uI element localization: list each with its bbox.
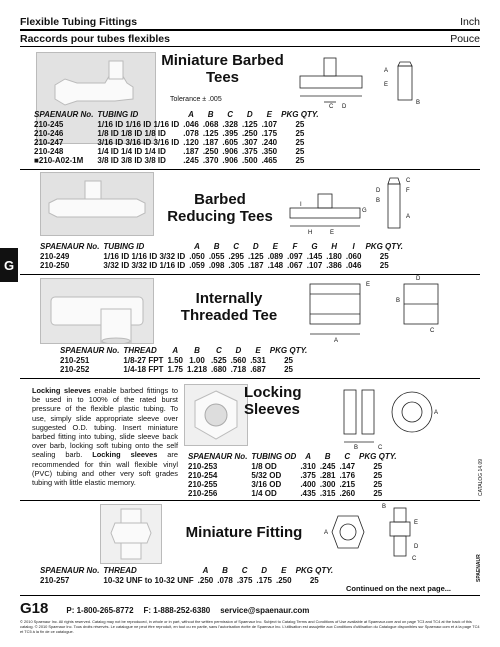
header-rule-2 — [20, 46, 480, 47]
tees-cell: .046 — [183, 120, 199, 129]
reducing-cell: .107 — [306, 261, 323, 270]
reducing-col-header: I — [352, 242, 355, 251]
tees-col-header: B — [207, 110, 214, 119]
fitting-col-header: PKG QTY. — [295, 566, 334, 575]
reducing-cell: .089 — [267, 252, 284, 261]
tees-diagram — [296, 52, 442, 110]
tees-row — [34, 129, 323, 138]
reducing-row — [40, 261, 407, 270]
tees-tolerance: Tolerance ± .005 — [170, 96, 222, 103]
tees-cell: .375 — [241, 147, 258, 156]
tees-cell: 210-245 — [34, 120, 64, 129]
reducing-cell: .187 — [247, 261, 264, 270]
threaded-cell: 210-252 — [60, 365, 90, 374]
sleeves-cell: 25 — [373, 471, 383, 480]
sleeves-cell: .281 — [319, 471, 336, 480]
tees-cell: 25 — [295, 129, 305, 138]
threaded-tee-photo — [40, 278, 154, 344]
sleeves-cell: .147 — [339, 462, 356, 471]
svg-text:A: A — [334, 338, 339, 344]
tees-cell: .250 — [241, 129, 258, 138]
sleeves-cell: 210-256 — [188, 489, 218, 498]
tees-cell: 25 — [295, 147, 305, 156]
svg-text:E: E — [330, 230, 335, 236]
continued-note: Continued on the next page... — [346, 584, 451, 593]
tees-table — [34, 110, 323, 165]
sleeves-cell: .375 — [300, 471, 316, 480]
tees-row — [34, 120, 323, 129]
svg-text:A: A — [406, 214, 411, 220]
svg-text:D: D — [376, 188, 381, 194]
threaded-cell: .718 — [230, 365, 247, 374]
reducing-cell: 25 — [379, 261, 389, 270]
svg-text:C: C — [430, 328, 435, 334]
side-brand: SPAENAUR — [476, 554, 482, 582]
tees-label-a: A — [384, 68, 389, 74]
sleeves-cell: 25 — [373, 462, 383, 471]
threaded-cell: 1.00 — [189, 356, 205, 365]
threaded-col-header: E — [255, 346, 261, 355]
tees-cell: 25 — [295, 138, 305, 147]
reducing-col-header: F — [292, 242, 298, 251]
footer-row — [20, 600, 480, 617]
header-rule — [20, 29, 480, 31]
svg-text:B: B — [382, 504, 387, 510]
tees-cell: .175 — [261, 129, 278, 138]
tees-cell: .107 — [261, 120, 278, 129]
fitting-table — [40, 566, 337, 585]
sleeves-cell: .315 — [319, 489, 336, 498]
tees-cell: .500 — [241, 156, 258, 165]
sleeves-col-header: PKG QTY. — [359, 452, 397, 461]
svg-text:D: D — [416, 276, 421, 282]
reducing-title: Barbed Reducing Tees — [167, 191, 273, 225]
svg-text:A: A — [434, 410, 439, 416]
section-tab[interactable]: G — [0, 248, 18, 282]
sleeves-cell: .310 — [300, 462, 316, 471]
sleeves-cell: 25 — [373, 480, 383, 489]
header-title-en: Flexible Tubing Fittings — [20, 16, 138, 28]
sleeves-col-header: TUBING OD — [251, 452, 297, 461]
header-row-en — [20, 16, 480, 28]
fitting-col-header: SPAENAUR No. — [40, 566, 100, 575]
sleeves-row — [188, 480, 401, 489]
svg-text:G: G — [362, 208, 367, 214]
tees-cell: .078 — [183, 129, 199, 138]
threaded-cell: 25 — [284, 365, 293, 374]
tees-col-header: PKG QTY. — [281, 110, 319, 119]
tees-col-header: TUBING ID — [97, 110, 139, 119]
reducing-row — [40, 252, 407, 261]
tees-cell: 1/8 ID 1/8 ID 1/8 ID — [97, 129, 166, 138]
fitting-cell: .078 — [217, 576, 233, 585]
reducing-col-header: E — [272, 242, 279, 251]
fitting-title: Miniature Fitting — [185, 524, 303, 541]
svg-text:B: B — [354, 445, 359, 450]
sleeves-cell: 1/8 OD — [251, 462, 277, 471]
page-number: G18 — [20, 600, 49, 617]
threaded-cell: 1.50 — [167, 356, 184, 365]
svg-text:C: C — [406, 178, 411, 184]
sleeves-table — [188, 452, 401, 498]
threaded-cell: 210-251 — [60, 356, 90, 365]
sleeves-row — [188, 489, 401, 498]
reducing-cell: .067 — [287, 261, 303, 270]
sleeves-cell: 3/16 OD — [251, 480, 282, 489]
fitting-col-header: E — [281, 566, 287, 575]
sleeves-cell: .260 — [339, 489, 356, 498]
svg-text:B: B — [396, 298, 401, 304]
reducing-cell: .046 — [345, 261, 362, 270]
tees-col-header: C — [227, 110, 234, 119]
reducing-cell: .125 — [247, 252, 264, 261]
tees-cell: .250 — [202, 147, 219, 156]
sleeves-cell: .300 — [319, 480, 336, 489]
header-unit-fr: Pouce — [450, 33, 480, 45]
footer-email[interactable]: service@spaenaur.com — [220, 606, 310, 615]
svg-text:H: H — [308, 230, 313, 236]
reducing-col-header: PKG QTY. — [365, 242, 403, 251]
footer-fine-print: © 2010 Spaenaur Inc. All rights reserved. Catalog may not be reproduced, in whole or in part, without the written permission of Spaenaur Inc. Subject to Catalog Terms and Conditions of Use available at Spaenaur.com and on page TC3 and TC4 at the back of this catalog. © 2010 Spaenaur Inc. Tous droits réservés. Le catalogue ne peut être reproduit, en tout ou en partie, sans l'autorisation écrite de Spaenaur Inc. L'utilisation est assujettie aux Conditions d'utilisation du Catalogue disponibles sur Spaenaur.com et à la page TC4 et TC5 à la fin de ce catalogue. — [20, 619, 480, 634]
threaded-col-header: D — [235, 346, 242, 355]
tees-cell: .125 — [202, 129, 219, 138]
footer-fax: F: 1-888-252-6380 — [143, 606, 211, 615]
sleeves-col-header: C — [344, 452, 351, 461]
reducing-col-header: SPAENAUR No. — [40, 242, 100, 251]
tees-cell: .125 — [241, 120, 258, 129]
threaded-cell: 1.75 — [167, 365, 184, 374]
tees-row — [34, 147, 323, 156]
threaded-col-header: A — [172, 346, 179, 355]
sleeves-cell: 25 — [373, 489, 383, 498]
tees-cell: 1/4 ID 1/4 ID 1/4 ID — [97, 147, 166, 156]
reducing-cell: .305 — [228, 261, 244, 270]
tees-cell: ■210-A02-1M — [34, 156, 84, 165]
reducing-cell: .097 — [287, 252, 303, 261]
sleeves-cell: 210-254 — [188, 471, 218, 480]
sleeves-title: Locking Sleeves — [244, 384, 302, 418]
tees-cell: .350 — [261, 147, 278, 156]
tees-cell: .906 — [222, 147, 238, 156]
fitting-cell: .175 — [256, 576, 272, 585]
tees-row — [34, 138, 323, 147]
reducing-cell: .098 — [208, 261, 225, 270]
threaded-diagram — [304, 274, 446, 344]
header-title-fr: Raccords pour tubes flexibles — [20, 33, 170, 45]
fitting-photo — [100, 504, 162, 564]
divider-1 — [20, 169, 480, 170]
tees-row — [34, 156, 323, 165]
threaded-cell: 1/4-18 FPT — [123, 365, 164, 374]
threaded-title: Internally Threaded Tee — [180, 290, 278, 324]
tees-cell: 25 — [295, 120, 305, 129]
tees-label-e: E — [384, 82, 389, 88]
divider-3 — [20, 378, 480, 379]
threaded-cell: .687 — [250, 365, 266, 374]
reducing-col-header: D — [252, 242, 259, 251]
reducing-cell: .180 — [326, 252, 342, 261]
reducing-cell: .060 — [345, 252, 362, 261]
tees-cell: .120 — [183, 138, 199, 147]
tees-col-header: SPAENAUR No. — [34, 110, 94, 119]
sleeves-cell: .176 — [339, 471, 356, 480]
reducing-cell: 1/16 ID 1/16 ID 3/32 ID — [103, 252, 186, 261]
fitting-col-header: THREAD — [103, 566, 137, 575]
threaded-cell: 1.218 — [187, 365, 208, 374]
reducing-cell: .386 — [326, 261, 342, 270]
sleeves-col-header: B — [324, 452, 331, 461]
reducing-cell: .295 — [228, 252, 244, 261]
tees-cell: 25 — [295, 156, 305, 165]
header-unit-en: Inch — [460, 16, 480, 28]
threaded-cell: .680 — [211, 365, 227, 374]
tees-cell: 3/8 ID 3/8 ID 3/8 ID — [97, 156, 166, 165]
tees-cell: .187 — [202, 138, 219, 147]
fitting-cell: 10-32 UNF to 10-32 UNF — [103, 576, 194, 585]
sleeves-cell: .215 — [339, 480, 356, 489]
fitting-cell: .250 — [275, 576, 292, 585]
sleeves-cell: .435 — [300, 489, 316, 498]
threaded-cell: 25 — [284, 356, 293, 365]
tees-cell: .307 — [241, 138, 258, 147]
sleeves-row — [188, 462, 401, 471]
threaded-col-header: C — [215, 346, 222, 355]
reducing-col-header: A — [194, 242, 200, 251]
reducing-col-header: B — [213, 242, 220, 251]
tees-cell: .240 — [261, 138, 278, 147]
reducing-cell: 3/32 ID 3/32 ID 1/16 ID — [103, 261, 186, 270]
tees-cell: .370 — [202, 156, 219, 165]
sleeves-col-header: SPAENAUR No. — [188, 452, 248, 461]
threaded-col-header: PKG QTY. — [269, 346, 308, 355]
sleeves-cell: 210-253 — [188, 462, 218, 471]
reducing-cell: .050 — [189, 252, 205, 261]
svg-text:E: E — [414, 520, 419, 526]
sleeves-cell: .245 — [319, 462, 336, 471]
sleeves-cell: 5/32 OD — [251, 471, 282, 480]
tees-cell: 210-246 — [34, 129, 64, 138]
sleeve-photo — [184, 384, 248, 446]
svg-text:B: B — [376, 198, 381, 204]
reducing-col-header: TUBING ID — [103, 242, 145, 251]
reducing-col-header: C — [233, 242, 240, 251]
fitting-row — [40, 576, 337, 585]
tees-cell: .395 — [222, 129, 238, 138]
fitting-col-header: B — [222, 566, 228, 575]
reducing-tee-photo — [40, 172, 154, 236]
svg-text:C: C — [378, 445, 383, 450]
tees-cell: 210-248 — [34, 147, 64, 156]
reducing-cell: .145 — [306, 252, 323, 261]
tees-cell: .245 — [183, 156, 199, 165]
reducing-diagram — [284, 172, 444, 240]
fitting-col-header: C — [241, 566, 248, 575]
tees-cell: 1/16 ID 1/16 ID 1/16 ID — [97, 120, 180, 129]
fitting-cell: .375 — [236, 576, 253, 585]
footer-rule — [20, 595, 480, 596]
threaded-row — [60, 356, 311, 365]
fitting-cell: .250 — [197, 576, 214, 585]
tees-label-d: D — [342, 104, 347, 110]
reducing-cell: .148 — [267, 261, 284, 270]
sleeves-diagram — [340, 384, 440, 450]
reducing-col-header: H — [331, 242, 337, 251]
fitting-diagram — [318, 500, 424, 566]
svg-text:A: A — [324, 530, 329, 536]
tees-cell: .068 — [202, 120, 219, 129]
side-catalog: CATALOG 14.09 — [478, 458, 484, 496]
tees-label-b: B — [416, 100, 421, 106]
sleeves-cell: 210-255 — [188, 480, 218, 489]
threaded-col-header: B — [194, 346, 200, 355]
fitting-col-header: D — [261, 566, 268, 575]
threaded-cell: 1/8-27 FPT — [123, 356, 164, 365]
tees-title: Miniature Barbed Tees — [161, 52, 284, 86]
reducing-cell: .059 — [189, 261, 205, 270]
fitting-cell: 210-257 — [40, 576, 70, 585]
svg-text:C: C — [412, 556, 417, 562]
fitting-cell: 25 — [309, 576, 319, 585]
tees-label-c: C — [329, 104, 334, 110]
footer-phone: P: 1-800-265-8772 — [66, 606, 134, 615]
tees-cell: .465 — [261, 156, 278, 165]
tees-cell: 3/16 ID 3/16 ID 3/16 ID — [97, 138, 180, 147]
threaded-col-header: SPAENAUR No. — [60, 346, 120, 355]
sleeves-row — [188, 471, 401, 480]
header-row-fr — [20, 33, 480, 45]
svg-text:I: I — [300, 202, 302, 208]
threaded-col-header: THREAD — [123, 346, 157, 355]
threaded-cell: .525 — [211, 356, 227, 365]
tees-cell: 210-247 — [34, 138, 64, 147]
sleeves-cell: 1/4 OD — [251, 489, 277, 498]
tees-col-header: E — [266, 110, 273, 119]
reducing-table — [40, 242, 407, 270]
svg-text:F: F — [406, 188, 410, 194]
reducing-cell: 210-250 — [40, 261, 70, 270]
reducing-cell: .055 — [208, 252, 225, 261]
svg-text:E: E — [366, 282, 371, 288]
sleeves-cell: .400 — [300, 480, 316, 489]
threaded-row — [60, 365, 311, 374]
reducing-col-header: G — [311, 242, 318, 251]
tees-col-header: D — [246, 110, 253, 119]
threaded-cell: .531 — [250, 356, 266, 365]
threaded-table — [60, 346, 311, 374]
tees-cell: .187 — [183, 147, 199, 156]
tees-col-header: A — [188, 110, 194, 119]
sleeves-description: Locking sleeves enable barbed fittings to be used in to 100% of the rated burst pressure of the flexible plastic tubing. To use, simply slide appropriate sleeve over suggested O.D. tubing. Insert miniature barbed fitting into tubing, slide sleeve back over barb, locking soft tubing onto the self sealing barb. Locking sleeves are recommended for thin wall flexible vinyl (PVC) tubing and other very soft grades tubing with little elastic memory. — [32, 386, 178, 488]
reducing-cell: 25 — [379, 252, 389, 261]
tees-cell: .906 — [222, 156, 238, 165]
tees-cell: .605 — [222, 138, 238, 147]
svg-text:D: D — [414, 544, 419, 550]
sleeves-col-header: A — [305, 452, 311, 461]
tees-cell: .328 — [222, 120, 238, 129]
fitting-col-header: A — [202, 566, 209, 575]
reducing-cell: 210-249 — [40, 252, 70, 261]
threaded-cell: .560 — [230, 356, 247, 365]
